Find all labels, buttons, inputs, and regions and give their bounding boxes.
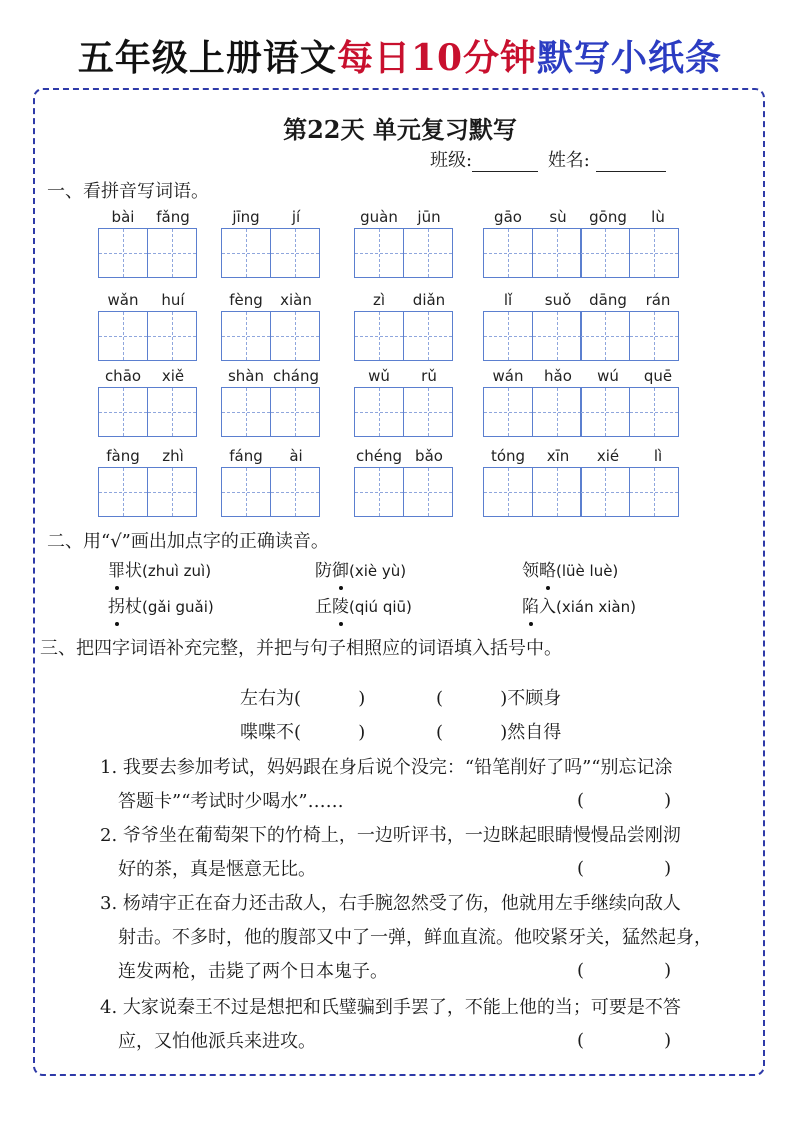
- dotted-char: 陵: [332, 597, 349, 617]
- question-line: 射击。不多时，他的腹部又中了一弹，鲜血直流。他咬紧牙关，猛然起身，: [118, 927, 712, 948]
- writing-boxes: [483, 228, 678, 278]
- writing-cell[interactable]: [98, 467, 148, 517]
- word-char: 状: [125, 561, 142, 581]
- writing-cell[interactable]: [580, 467, 630, 517]
- pronunciation-item[interactable]: [108, 592, 214, 617]
- writing-cell[interactable]: [403, 387, 453, 437]
- writing-cell[interactable]: [580, 387, 630, 437]
- writing-cell[interactable]: [147, 467, 197, 517]
- idiom-blank[interactable]: 左右为( ): [240, 688, 366, 709]
- writing-cell[interactable]: [221, 387, 271, 437]
- pinyin-syllable: zhì: [162, 447, 184, 465]
- pinyin-syllable: sù: [549, 208, 567, 226]
- writing-cell[interactable]: [270, 467, 320, 517]
- name-label: 姓名:: [547, 150, 590, 171]
- question-line: 好的茶，真是惬意无比。: [118, 859, 316, 880]
- writing-cell[interactable]: [147, 311, 197, 361]
- header-subtitle: 默写小纸条: [537, 37, 723, 79]
- dotted-char: 罪: [108, 561, 125, 581]
- pinyin-syllable: fáng: [229, 447, 263, 465]
- question-line: 连发两枪，击毙了两个日本鬼子。: [118, 961, 388, 982]
- pinyin-syllable: quē: [643, 367, 673, 385]
- writing-cell[interactable]: [483, 228, 533, 278]
- pinyin-syllable: tóng: [490, 447, 526, 465]
- section3-title: 三、把四字词语补充完整，并把与句子相照应的词语填入括号中。: [40, 638, 562, 659]
- pinyin-syllable: fèng: [229, 291, 263, 309]
- pronunciation-item[interactable]: [315, 592, 412, 617]
- pinyin-syllable: xiàn: [280, 291, 312, 309]
- writing-boxes: [221, 467, 318, 517]
- writing-boxes: [98, 467, 195, 517]
- pinyin-syllable: jūn: [417, 208, 441, 226]
- pinyin-syllable: bǎo: [415, 447, 443, 465]
- pinyin-syllable: chéng: [355, 447, 402, 465]
- writing-cell[interactable]: [580, 311, 630, 361]
- writing-boxes: [221, 311, 318, 361]
- name-field[interactable]: [596, 153, 666, 172]
- writing-cell[interactable]: [221, 311, 271, 361]
- idiom-blank[interactable]: ( )不顾身: [436, 688, 562, 709]
- pronunciation-item[interactable]: [522, 592, 636, 617]
- pinyin-syllable: guàn: [360, 208, 398, 226]
- question-line: 应，又怕他派兵来进攻。: [118, 1031, 316, 1052]
- day-title: 第22天 单元复习默写: [283, 115, 517, 144]
- pinyin-syllable: cháng: [273, 367, 319, 385]
- word-char: 入: [539, 597, 556, 617]
- writing-cell[interactable]: [147, 387, 197, 437]
- pinyin-syllable: xiě: [161, 367, 185, 385]
- question-line: 3. 杨靖宇正在奋力还击敌人，右手腕忽然受了伤，他就用左手继续向敌人: [100, 893, 681, 914]
- question-line: 2. 爷爷坐在葡萄架下的竹椅上，一边听评书，一边眯起眼睛慢慢品尝刚沏: [100, 825, 681, 846]
- writing-cell[interactable]: [629, 228, 679, 278]
- student-info-row: [430, 146, 666, 172]
- header-grade: 五年级上册语文: [77, 37, 337, 79]
- dotted-char: 拐: [108, 597, 125, 617]
- pinyin-syllable: jí: [291, 208, 301, 226]
- pinyin-syllable: wán: [492, 367, 524, 385]
- pinyin-options[interactable]: (zhuì zuì): [142, 562, 212, 580]
- writing-cell[interactable]: [629, 311, 679, 361]
- header-duration: 每日10分钟: [336, 37, 538, 79]
- pinyin-syllable: rǔ: [421, 367, 437, 385]
- writing-cell[interactable]: [483, 467, 533, 517]
- dotted-char: 略: [539, 561, 556, 581]
- pinyin-syllable: huí: [161, 291, 185, 309]
- writing-cell[interactable]: [629, 387, 679, 437]
- pronunciation-item[interactable]: [315, 556, 406, 581]
- writing-boxes: [483, 387, 678, 437]
- pinyin-options[interactable]: (qiú qiū): [349, 598, 412, 616]
- writing-boxes: [354, 228, 451, 278]
- writing-cell[interactable]: [98, 228, 148, 278]
- class-label: 班级:: [430, 150, 473, 171]
- pinyin-syllable: hǎo: [544, 367, 572, 385]
- question-line: 4. 大家说秦王不过是想把和氏璧骗到手罢了，不能上他的当；可要是不答: [100, 997, 681, 1018]
- writing-boxes: [483, 311, 678, 361]
- writing-cell[interactable]: [403, 228, 453, 278]
- pinyin-syllable: bài: [111, 208, 135, 226]
- answer-parentheses[interactable]: ( ): [577, 790, 672, 811]
- writing-cell[interactable]: [354, 467, 404, 517]
- writing-cell[interactable]: [221, 228, 271, 278]
- worksheet-header: [0, 30, 800, 81]
- pinyin-syllable: suǒ: [544, 291, 572, 309]
- pinyin-options[interactable]: (xiè yù): [349, 562, 407, 580]
- writing-boxes: [98, 228, 195, 278]
- dotted-char: 御: [332, 561, 349, 581]
- question-line: 1. 我要去参加考试，妈妈跟在身后说个没完：“铅笔削好了吗”“别忘记涂: [100, 757, 673, 778]
- pinyin-syllable: fǎng: [156, 208, 190, 226]
- writing-boxes: [221, 387, 318, 437]
- idiom-blank[interactable]: 喋喋不( ): [240, 722, 366, 743]
- pinyin-syllable: dāng: [589, 291, 627, 309]
- writing-cell[interactable]: [532, 311, 582, 361]
- writing-cell[interactable]: [354, 228, 404, 278]
- writing-boxes: [354, 467, 451, 517]
- section2-title: 二、用“√”画出加点字的正确读音。: [47, 531, 329, 552]
- class-field[interactable]: [472, 153, 538, 172]
- writing-boxes: [354, 387, 451, 437]
- writing-boxes: [98, 311, 195, 361]
- pinyin-syllable: lù: [651, 208, 665, 226]
- answer-parentheses[interactable]: ( ): [577, 960, 672, 981]
- pinyin-syllable: wú: [597, 367, 619, 385]
- pinyin-syllable: chāo: [104, 367, 142, 385]
- writing-cell[interactable]: [270, 387, 320, 437]
- writing-cell[interactable]: [629, 467, 679, 517]
- pinyin-syllable: zì: [372, 291, 386, 309]
- writing-boxes: [98, 387, 195, 437]
- pinyin-syllable: fàng: [106, 447, 140, 465]
- writing-cell[interactable]: [98, 387, 148, 437]
- idiom-blank[interactable]: ( )然自得: [436, 722, 562, 743]
- pinyin-syllable: jīng: [232, 208, 260, 226]
- writing-cell[interactable]: [403, 311, 453, 361]
- writing-cell[interactable]: [270, 228, 320, 278]
- writing-cell[interactable]: [532, 387, 582, 437]
- word-char: 杖: [125, 597, 142, 617]
- dotted-char: 陷: [522, 597, 539, 617]
- pinyin-options[interactable]: (lüè luè): [556, 562, 619, 580]
- writing-cell[interactable]: [532, 467, 582, 517]
- pinyin-syllable: lì: [653, 447, 663, 465]
- word-char: 领: [522, 561, 539, 581]
- pinyin-syllable: rán: [645, 291, 671, 309]
- answer-parentheses[interactable]: ( ): [577, 1030, 672, 1051]
- pinyin-syllable: diǎn: [412, 291, 446, 309]
- writing-cell[interactable]: [354, 311, 404, 361]
- writing-cell[interactable]: [483, 387, 533, 437]
- writing-cell[interactable]: [354, 387, 404, 437]
- writing-cell[interactable]: [270, 311, 320, 361]
- writing-boxes: [221, 228, 318, 278]
- pinyin-syllable: gōng: [589, 208, 627, 226]
- pinyin-syllable: xīn: [546, 447, 570, 465]
- writing-boxes: [483, 467, 678, 517]
- pronunciation-item[interactable]: [522, 556, 618, 581]
- pinyin-syllable: shàn: [227, 367, 265, 385]
- pinyin-syllable: lǐ: [503, 291, 513, 309]
- word-char: 防: [315, 561, 332, 581]
- pinyin-options[interactable]: (xián xiàn): [556, 598, 636, 616]
- writing-cell[interactable]: [532, 228, 582, 278]
- writing-cell[interactable]: [98, 311, 148, 361]
- writing-boxes: [354, 311, 451, 361]
- writing-cell[interactable]: [403, 467, 453, 517]
- pinyin-options[interactable]: (gǎi guǎi): [142, 598, 214, 616]
- pinyin-syllable: wǎn: [107, 291, 139, 309]
- section1-title: 一、看拼音写词语。: [47, 181, 209, 202]
- answer-parentheses[interactable]: ( ): [577, 858, 672, 879]
- question-line: 答题卡”“考试时少喝水”……: [118, 791, 344, 812]
- writing-cell[interactable]: [147, 228, 197, 278]
- writing-cell[interactable]: [483, 311, 533, 361]
- pinyin-syllable: wǔ: [368, 367, 390, 385]
- pinyin-syllable: xié: [596, 447, 620, 465]
- writing-cell[interactable]: [221, 467, 271, 517]
- writing-cell[interactable]: [580, 228, 630, 278]
- pinyin-syllable: gāo: [494, 208, 522, 226]
- pinyin-syllable: ài: [289, 447, 303, 465]
- pronunciation-item[interactable]: [108, 556, 211, 581]
- word-char: 丘: [315, 597, 332, 617]
